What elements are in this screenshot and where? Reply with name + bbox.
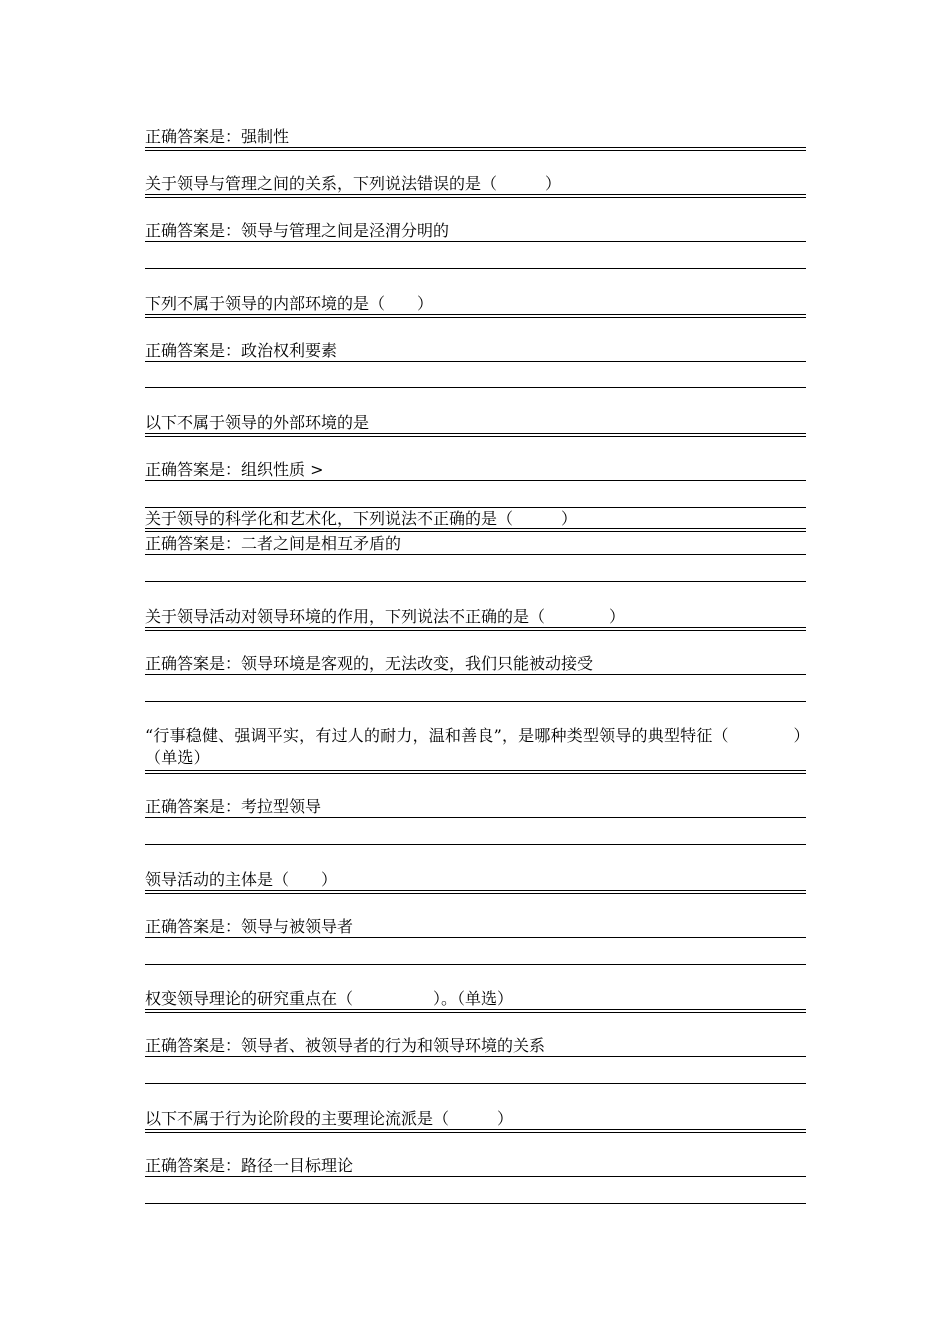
double-rule	[145, 147, 806, 151]
answer-line: 正确答案是：领导环境是客观的，无法改变，我们只能被动接受	[145, 654, 594, 673]
answer-line: 正确答案是：领导者、被领导者的行为和领导环境的关系	[145, 1036, 546, 1055]
double-rule	[145, 1129, 806, 1133]
rule	[145, 581, 806, 582]
question-line: “行事稳健、强调平实，有过人的耐力，温和善良”，是哪种类型领导的典型特征（ ）（单选）	[145, 726, 802, 767]
rule	[145, 674, 806, 675]
answer-line: 正确答案是：政治权利要素	[145, 341, 338, 360]
rule	[145, 1083, 806, 1084]
rule	[145, 480, 806, 481]
rule	[145, 554, 806, 555]
question-line: 关于领导的科学化和艺术化，下列说法不正确的是（ ）	[145, 509, 578, 528]
rule	[145, 387, 806, 388]
rule	[145, 937, 806, 938]
question-line: 领导活动的主体是（ ）	[145, 870, 338, 889]
double-rule	[145, 890, 806, 894]
answer-line: 正确答案是：领导与被领导者	[145, 917, 354, 936]
double-rule	[145, 314, 806, 318]
double-rule	[145, 528, 806, 532]
rule	[145, 844, 806, 845]
answer-line: 正确答案是：领导与管理之间是泾渭分明的	[145, 221, 450, 240]
question-line: 以下不属于行为论阶段的主要理论流派是（ ）	[145, 1109, 514, 1128]
rule	[145, 817, 806, 818]
question-line: 下列不属于领导的内部环境的是（ ）	[145, 294, 434, 313]
double-rule	[145, 433, 806, 437]
rule	[145, 1203, 806, 1204]
rule	[145, 241, 806, 242]
answer-line: 正确答案是：考拉型领导	[145, 797, 322, 816]
double-rule	[145, 1009, 806, 1013]
rule	[145, 268, 806, 269]
answer-line: 正确答案是：二者之间是相互矛盾的	[145, 534, 402, 553]
answer-line: 正确答案是：强制性	[145, 127, 290, 146]
question-line: 以下不属于领导的外部环境的是	[145, 413, 370, 432]
double-rule	[145, 627, 806, 631]
question-line: 关于领导活动对领导环境的作用，下列说法不正确的是（ ）	[145, 607, 626, 626]
question-line: 关于领导与管理之间的关系，下列说法错误的是（ ）	[145, 174, 562, 193]
question-line: 权变领导理论的研究重点在（ ）。（单选）	[145, 989, 514, 1008]
rule	[145, 361, 806, 362]
rule	[145, 1176, 806, 1177]
rule	[145, 1056, 806, 1057]
rule	[145, 964, 806, 965]
double-rule	[145, 194, 806, 198]
double-rule	[145, 770, 806, 774]
answer-line: 正确答案是：路径一目标理论	[145, 1156, 354, 1175]
rule	[145, 701, 806, 702]
answer-line: 正确答案是：组织性质 >	[145, 460, 324, 479]
